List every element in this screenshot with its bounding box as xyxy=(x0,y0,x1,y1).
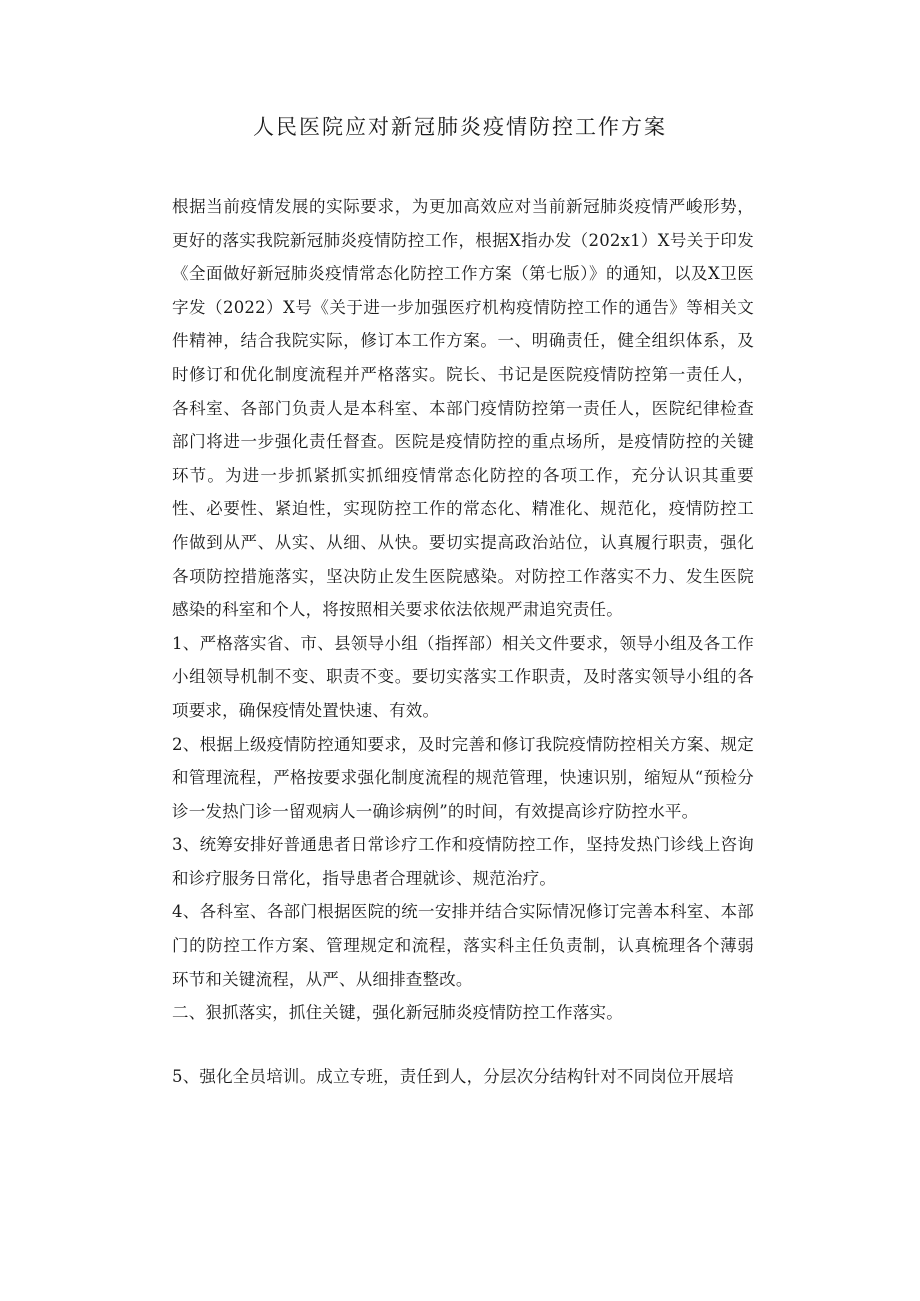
paragraph-item-4: 4、各科室、各部门根据医院的统一安排并结合实际情况修订完善本科室、本部门的防控工作方案、管理规定和流程，落实科主任负责制，认真梳理各个薄弱环节和关键流程，从严、从细排查整改。 xyxy=(172,902,754,989)
paragraph-section-2-heading: 二、狠抓落实，抓住关键，强化新冠肺炎疫情防控工作落实。 xyxy=(172,1003,623,1023)
paragraph-gap xyxy=(172,1030,754,1060)
document-body xyxy=(172,190,754,1093)
paragraph-item-1: 1、严格落实省、市、县领导小组（指挥部）相关文件要求，领导小组及各工作小组领导机制不变、职责不变。要切实落实工作职责，及时落实领导小组的各项要求，确保疫情处置快速、有效。 xyxy=(172,633,754,720)
paragraph-item-5: 5、强化全员培训。成立专班，责任到人，分层次分结构针对不同岗位开展培 xyxy=(172,1066,734,1086)
paragraph-item-3: 3、统筹安排好普通患者日常诊疗工作和疫情防控工作，坚持发热门诊线上咨询和诊疗服务日常化，指导患者合理就诊、规范治疗。 xyxy=(172,835,754,888)
paragraph-item-2: 2、根据上级疫情防控通知要求，及时完善和修订我院疫情防控相关方案、规定和管理流程，严格按要求强化制度流程的规范管理，快速识别，缩短从“预检分诊一发热门诊一留观病人一确诊病例”的时间，有效提高诊疗防控水平。 xyxy=(172,734,754,821)
paragraph-intro: 根据当前疫情发展的实际要求，为更加高效应对当前新冠肺炎疫情严峻形势，更好的落实我院新冠肺炎疫情防控工作，根据X指办发（202x1）X号关于印发《全面做好新冠肺炎疫情常态化防控工作方案（第七版）》的通知，以及X卫医字发（2022）X号《关于进一步加强医疗机构疫情防控工作的通告》等相关文件精神，结合我院实际，修订本工作方案。一、明确责任，健全组织体系，及时修订和优化制度流程并严格落实。院长、书记是医院疫情防控第一责任人，各科室、各部门负责人是本科室、本部门疫情防控第一责任人，医院纪律检查部门将进一步强化责任督查。医院是疫情防控的重点场所，是疫情防控的关键环节。为进一步抓紧抓实抓细疫情常态化防控的各项工作，充分认识其重要性、必要性、紧迫性，实现防控工作的常态化、精准化、规范化，疫情防控工作做到从严、从实、从细、从快。要切实提高政治站位，认真履行职责，强化各项防控措施落实，坚决防止发生医院感染。对防控工作落实不力、发生医院感染的科室和个人，将按照相关要求依法依规严肃追究责任。 xyxy=(172,197,754,620)
document-title: 人民医院应对新冠肺炎疫情防控工作方案 xyxy=(253,115,667,139)
